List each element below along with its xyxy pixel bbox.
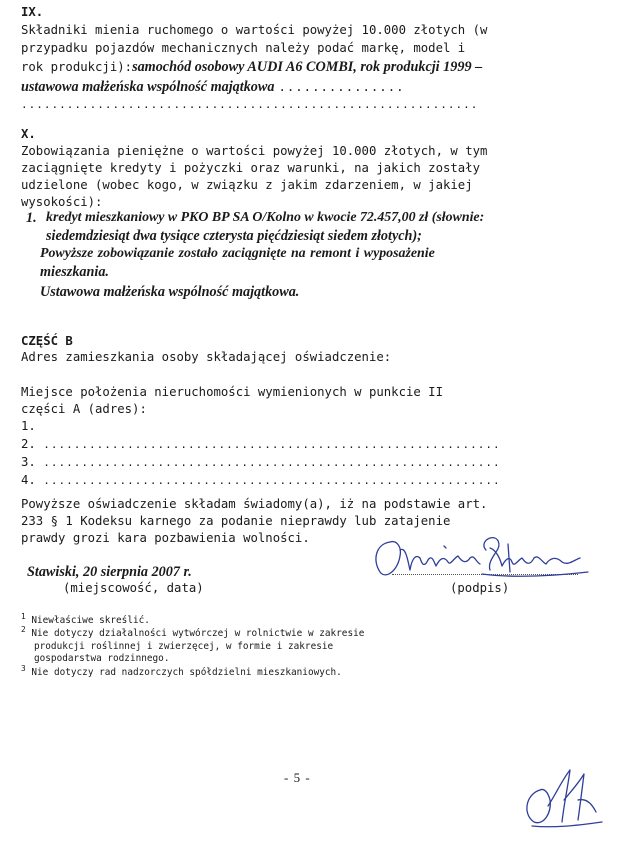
- section-x-line-2: zaciągnięte kredyty i pożyczki oraz warunki, na jakich zostały: [21, 161, 481, 175]
- section-x-answer-4: mieszkania.: [40, 264, 109, 280]
- section-ix-line-3: rok produkcji):: [21, 60, 133, 74]
- section-x-line-3: udzielone (wobec kogo, w związku z jakim zdarzeniem, w jakiej: [21, 178, 473, 192]
- section-ix-answer-2-row: [21, 78, 405, 97]
- footnote-2: [21, 624, 364, 666]
- section-ix-answer-1: samochód osobowy AUDI A6 COMBI, rok produkcji 1999 –: [132, 59, 483, 75]
- property-item-number: 1.: [21, 419, 36, 433]
- section-ix-answer-2-dots: ...............: [278, 80, 405, 94]
- part-b-property-label-1: Miejsce położenia nieruchomości wymienionych w punkcie II: [21, 385, 443, 399]
- footnote-3: [21, 663, 342, 680]
- property-item: [21, 436, 501, 454]
- declaration-line-2: 233 § 1 Kodeksu karnego za podanie nieprawdy lub zatajenie: [21, 514, 451, 528]
- place-date-label: (miejscowość, data): [63, 581, 204, 595]
- declaration-line-1: Powyższe oświadczenie składam świadomy(a), iż na podstawie art.: [21, 497, 488, 511]
- declaration-line-3: prawdy grozi kara pozbawienia wolności.: [21, 531, 310, 545]
- page-number: - 5 -: [284, 770, 311, 785]
- section-x-line-4: wysokości):: [21, 195, 103, 209]
- footnote-mark: 3: [21, 664, 26, 673]
- property-item: [21, 454, 501, 472]
- section-ix-dots-line: ............................................................: [21, 98, 479, 111]
- section-ix-heading: IX.: [21, 5, 44, 19]
- property-item-number: 4.: [21, 473, 36, 487]
- property-item-number: 2.: [21, 437, 36, 451]
- property-item-dots: ............................................................: [43, 456, 501, 469]
- signature-label: (podpis): [450, 581, 510, 595]
- part-b-address-label: Adres zamieszkania osoby składającej oświadczenie:: [21, 350, 392, 364]
- property-item-dots: ............................................................: [43, 474, 501, 487]
- footnote-mark: 1: [21, 612, 26, 621]
- property-item: [21, 418, 501, 436]
- section-x-line-1: Zobowiązania pieniężne o wartości powyżej 10.000 złotych, w tym: [21, 144, 488, 158]
- footnote-line: gospodarstwa rodzinnego.: [34, 653, 170, 665]
- section-ix-line-3-row: [21, 58, 482, 77]
- section-x-heading: X.: [21, 127, 36, 141]
- part-b-property-label-2: części A (adres):: [21, 402, 147, 416]
- footnote-mark: 2: [21, 625, 26, 634]
- property-item-number: 3.: [21, 455, 36, 469]
- footnote-line: Nie dotyczy działalności wytwórczej w rolnictwie w zakresie: [31, 628, 365, 640]
- handwritten-signature: [362, 528, 598, 584]
- place-date: Stawiski, 20 sierpnia 2007 r.: [27, 564, 192, 580]
- property-item-dots: ............................................................: [43, 438, 501, 451]
- handwritten-initials: [512, 760, 608, 832]
- section-x-answer-5: Ustawowa małżeńska wspólność majątkowa.: [40, 284, 300, 300]
- property-list: [21, 418, 501, 490]
- property-item: [21, 472, 501, 490]
- section-ix-line-1: Składniki mienia ruchomego o wartości powyżej 10.000 złotych (w: [21, 23, 488, 37]
- section-ix-line-2: przypadku pojazdów mechanicznych należy podać markę, model i: [21, 41, 466, 55]
- section-x-answer-2: siedemdziesiąt dwa tysiące czterysta pięćdziesiąt siedem złotych);: [46, 228, 422, 244]
- section-ix-answer-2: ustawowa małżeńska wspólność majątkowa: [21, 79, 275, 95]
- footnote-line: Niewłaściwe skreślić.: [31, 615, 150, 627]
- part-b-heading: CZĘŚĆ B: [21, 334, 73, 348]
- footnote-line: produkcji roślinnej i zwierzęcej, w formie i zakresie: [34, 640, 334, 652]
- section-x-answer-1: kredyt mieszkaniowy w PKO BP SA O/Kolno w kwocie 72.457,00 zł (słownie:: [46, 210, 485, 225]
- section-x-item-number: 1.: [26, 210, 37, 226]
- section-x-answer-3: Powyższe zobowiązanie zostało zaciągnięte na remont i wyposażenie: [40, 246, 435, 261]
- footnote-line: Nie dotyczy rad nadzorczych spółdzielni mieszkaniowych.: [31, 667, 342, 679]
